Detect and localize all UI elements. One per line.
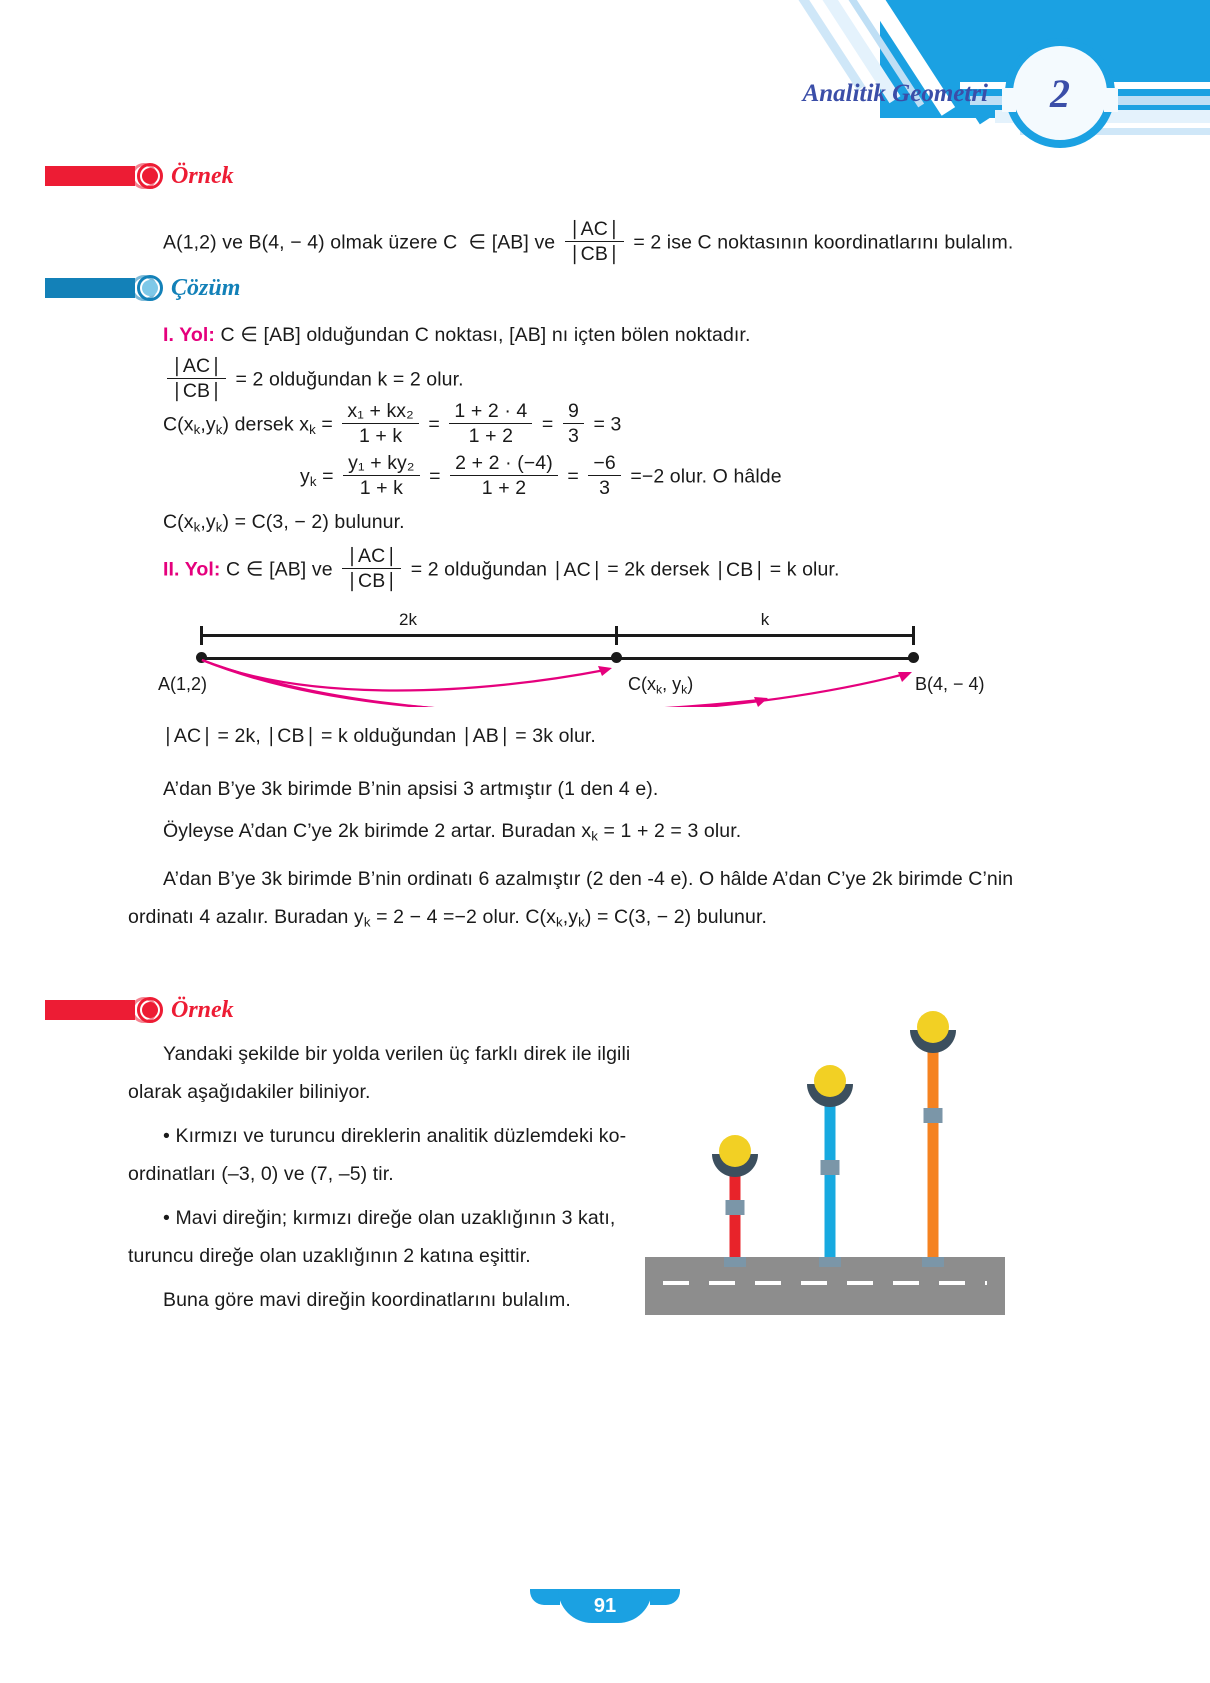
example2-line6: turuncu direğe olan uzaklığının 2 katına eşittir.	[128, 1245, 531, 1267]
way2-a: C	[226, 558, 241, 581]
conc-prefix-1: C(x	[163, 511, 194, 533]
way2-label: II. Yol:	[163, 558, 221, 581]
xk-f3-denominator: 3	[567, 425, 579, 448]
way2-ac: ∣ AC ∣	[553, 559, 602, 581]
diagram-label-a: A(1,2)	[158, 674, 208, 694]
solution-conclusion: $C(x_k,y_k) = C(3$, − 2) bulunur.	[163, 511, 405, 535]
ornek-bar-1	[45, 166, 135, 186]
example1-problem-part4: = 2 ise C noktasının koordinatlarını bulalım.	[633, 231, 1014, 254]
measure-tick-right	[912, 626, 915, 645]
way2-b: [AB] ve	[269, 558, 333, 581]
way1-text-b: [AB] olduğundan C noktası, [AB] nı içten bölen noktadır.	[263, 324, 751, 346]
chapter-number-badge	[1005, 38, 1115, 148]
way2-fraction	[342, 544, 401, 595]
yk-f2-numerator: 2 + 2 · (−4)	[450, 451, 558, 476]
cozum-label: Çözüm	[171, 274, 241, 301]
way2-e: = k olur.	[769, 558, 840, 581]
lamp-blue-joint	[821, 1160, 840, 1175]
way2-cb: ∣ CB ∣	[715, 559, 764, 581]
measure-label-left: 2k	[399, 610, 417, 629]
conc-text: = C(3, − 2) bulunur.	[234, 511, 405, 533]
ad-l1-f: = 3k olur.	[515, 725, 596, 747]
lamp-blue-base	[819, 1257, 841, 1267]
cozum-badge	[45, 275, 240, 301]
after-diagram-line4: A’dan B’ye 3k birimde B’nin ordinatı 6 azalmıştır (2 den -4 e). O hâlde A’dan C’ye 2k birimde C’nin	[163, 868, 1014, 890]
ad-l1-d: = k olduğundan	[320, 725, 457, 747]
yk-fraction-2	[450, 451, 558, 502]
solution-way1-line: I. Yol: C ∈ [AB] olduğundan C noktası, [AB] nı içten bölen noktadır.	[163, 324, 751, 346]
solution-ratio-text: = 2 olduğundan k = 2 olur.	[235, 368, 464, 391]
after-diagram-line3: Öyleyse A’dan C’ye 2k birimde 2 artar. Buradan $x_k = 1 + 2 = 3$ olur.	[163, 820, 742, 844]
label-c-mid: , y	[662, 674, 682, 694]
segment-line	[200, 657, 915, 660]
after-diagram-line2: A’dan B’ye 3k birimde B’nin apsisi 3 artmıştır (1 den 4 e).	[163, 778, 659, 800]
yk-f1-denominator: 1 + k	[359, 477, 404, 500]
diagram-label-b: B(4, − 4)	[915, 674, 985, 694]
solution-way2-line: II. Yol: C ∈ [AB] ve ∣ AC ∣ ∣ CB ∣ = 2 olduğundan ∣ AC ∣ = 2k dersek ∣ CB ∣ = k olur.	[163, 545, 1063, 596]
yk-f3-numerator: −6	[588, 451, 620, 476]
xk-prefix-2: ,y	[200, 413, 216, 436]
yk-fraction-3	[588, 451, 620, 502]
xk-fraction-1	[342, 399, 418, 450]
measure-label-right: k	[760, 610, 770, 629]
page-number-tab	[558, 1589, 652, 1623]
example1-problem-part3: [AB] ve	[491, 231, 556, 254]
way2-denominator: ∣ CB ∣	[342, 569, 401, 594]
ornek-label-2: Örnek	[171, 996, 234, 1023]
measure-line	[200, 634, 915, 637]
ad-l1-a: ∣ AC ∣	[163, 725, 212, 747]
ad-l5-c: ,y	[562, 906, 579, 928]
lamp-red	[705, 1153, 765, 1263]
example1-problem-part2: 4) olmak üzere C	[307, 231, 458, 254]
cozum-bar	[45, 278, 135, 298]
ad-l5-d: ) = C(3, − 2) bulunur.	[584, 906, 767, 928]
bullet-dot-1: •	[163, 1125, 170, 1147]
ornek-badge-2	[45, 997, 234, 1023]
label-c-suffix: )	[687, 674, 694, 694]
ornek-label-1: Örnek	[171, 162, 234, 189]
ad-l1-b: = 2k,	[217, 725, 261, 747]
xk-f2-numerator: 1 + 2 · 4	[449, 399, 532, 424]
lamp-blue-pole	[825, 1105, 836, 1263]
lamp-orange-joint	[924, 1108, 943, 1123]
measure-tick-mid	[615, 626, 618, 645]
yk-f1-numerator: y₁ + ky₂	[343, 451, 419, 476]
yk-eq-1: =	[322, 465, 334, 488]
page-footer	[0, 1589, 1210, 1631]
ad-l5-b: = 2 − 4 =−2 olur. C(x	[376, 906, 557, 928]
chapter-title: Analitik Geometri	[802, 80, 988, 107]
yk-f2-denominator: 1 + 2	[481, 477, 527, 500]
example1-problem-part1: A(1,2) ve B(4,	[163, 231, 285, 254]
solution-ratio-fraction	[167, 354, 226, 405]
yk-label: y	[300, 465, 310, 488]
label-c-prefix: C(x	[628, 674, 656, 694]
xk-f1-denominator: 1 + k	[358, 425, 403, 448]
example2-bullet2-text: Mavi direğin; kırmızı direğe olan uzaklığının 3 katı,	[175, 1207, 616, 1229]
ad-l5-a: ordinatı 4 azalır. Buradan y	[128, 906, 364, 928]
example2-line7: Buna göre mavi direğin koordinatlarını bulalım.	[163, 1289, 571, 1311]
xk-fraction-3	[563, 399, 584, 450]
footer-wing-right	[650, 1589, 680, 1605]
after-diagram-line5: ordinatı 4 azalır. Buradan $y_k = 2 - 4 =-2$ olur. $C(x_k,y_k) = C(3$, − 2) bulunur.	[128, 906, 767, 930]
xk-f2-denominator: 1 + 2	[468, 425, 514, 448]
street-lamp-illustration	[645, 1020, 1005, 1315]
ornek-rings-icon-1	[131, 162, 165, 190]
solution-yk-equation: $y_k$ = $\frac{\text{y₁ + ky₂}}{1 + k}$ = $\frac{2 + 2 \cdot (-4)}{1 + 2}$ = $\frac{-6}{3}$ =−2 olur. O hâlde	[300, 452, 1100, 503]
example1-ratio-numerator: ∣ AC ∣	[565, 217, 624, 242]
yk-eq-2: =	[429, 465, 441, 488]
example1-problem: A(1,2) ve B(4, − 4) olmak üzere C ∈ [AB] ve ∣ AC ∣ ∣ CB ∣ = 2 ise C noktasının koordinatlarını bulalım.	[163, 218, 1163, 269]
example2-bullet1-text: Kırmızı ve turuncu direklerin analitik düzlemdeki ko-	[175, 1125, 627, 1147]
way1-text-a: C	[220, 324, 235, 346]
xk-eq-2: =	[428, 413, 440, 436]
cozum-rings-icon	[131, 274, 165, 302]
ornek-rings-icon-2	[131, 996, 165, 1024]
lamp-orange-base	[922, 1257, 944, 1267]
way1-label: I. Yol:	[163, 324, 215, 346]
lamp-orange-bulb	[917, 1011, 949, 1043]
example2-bullet2	[163, 1204, 663, 1233]
way2-c: = 2 olduğundan	[410, 558, 548, 581]
lamp-blue-bulb	[814, 1065, 846, 1097]
xk-result: = 3	[593, 413, 622, 436]
ad-l1-c: ∣ CB ∣	[266, 725, 315, 747]
lamp-orange	[903, 1031, 963, 1263]
segment-diagram	[150, 610, 985, 707]
lamp-red-base	[724, 1257, 746, 1267]
conc-prefix-3: )	[222, 511, 230, 533]
example2-line2: olarak aşağıdakiler biliniyor.	[128, 1081, 371, 1103]
example2-line1: Yandaki şekilde bir yolda verilen üç farklı direk ile ilgili	[163, 1043, 631, 1065]
yk-fraction-1	[343, 451, 419, 502]
road-dashed-line	[663, 1281, 987, 1285]
after-diagram-line1	[163, 722, 1063, 751]
way2-numerator: ∣ AC ∣	[342, 544, 401, 569]
lamp-red-pole	[730, 1175, 741, 1263]
ad-l3-b: = 1 + 2 = 3 olur.	[603, 820, 742, 842]
xk-prefix-1: C(x	[163, 413, 194, 436]
lamp-blue	[800, 1085, 860, 1263]
xk-f1-numerator: x₁ + kx₂	[342, 399, 418, 424]
point-b	[908, 652, 919, 663]
xk-f3-numerator: 9	[563, 399, 584, 424]
yk-result: =−2 olur. O hâlde	[630, 465, 782, 488]
conc-prefix-2: ,y	[200, 511, 216, 533]
xk-fraction-2	[449, 399, 532, 450]
yk-eq-3: =	[567, 465, 579, 488]
example1-ratio-fraction	[565, 217, 624, 268]
way2-d: = 2k dersek	[607, 558, 710, 581]
solution-ratio-numerator: ∣ AC ∣	[167, 354, 226, 379]
example2-line4: ordinatları (–3, 0) ve (7, –5) tir.	[128, 1163, 394, 1185]
solution-xk-equation: $C(x_k,y_k)$ dersek $x_k$ = $\frac{\text{x₁ + kx₂}}{1 + k}$ = $\frac{1 + 2 \cdot 4}{1 + 2}$ = $\frac{9}{3}$ = 3	[163, 400, 963, 451]
example2-bullet1	[163, 1122, 663, 1151]
footer-wing-left	[530, 1589, 560, 1605]
lamp-red-joint	[726, 1200, 745, 1215]
ad-l1-e: ∣ AB ∣	[462, 725, 510, 747]
yk-f3-denominator: 3	[599, 477, 611, 500]
point-c	[611, 652, 622, 663]
xk-eq-3: =	[541, 413, 554, 436]
page-header-banner	[780, 0, 1210, 135]
solution-ratio-denominator: ∣ CB ∣	[167, 379, 226, 404]
lamp-red-bulb	[719, 1135, 751, 1167]
bullet-dot-2: •	[163, 1207, 170, 1229]
xk-eq-1: =	[321, 413, 333, 436]
page-number-wrap	[530, 1589, 680, 1631]
ornek-badge-1	[45, 163, 234, 189]
example1-ratio-denominator: ∣ CB ∣	[565, 242, 624, 267]
measure-tick-left	[200, 626, 203, 645]
page-number: 91	[593, 1594, 617, 1617]
point-a	[196, 652, 207, 663]
lamp-orange-pole	[928, 1051, 939, 1263]
chapter-number: 2	[1050, 70, 1070, 116]
diagram-label-c: $C(x_k$, $y_k$)	[628, 674, 694, 697]
ad-l3-a: Öyleyse A’dan C’ye 2k birimde 2 artar. Buradan x	[163, 820, 592, 842]
xk-prefix-3: ) dersek x	[222, 413, 310, 436]
ornek-bar-2	[45, 1000, 135, 1020]
